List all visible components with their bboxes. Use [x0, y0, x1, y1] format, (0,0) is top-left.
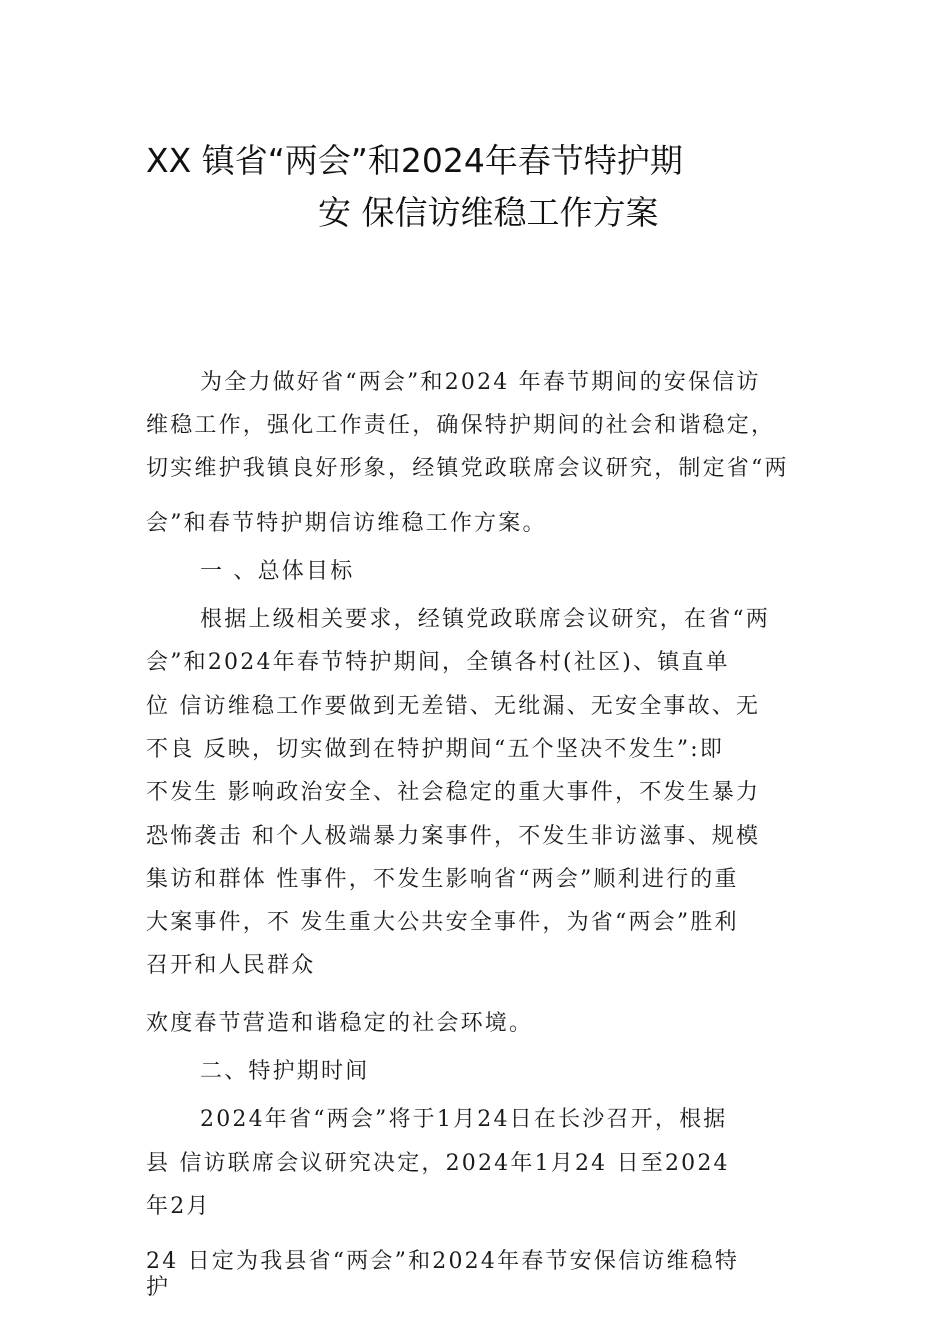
paragraph-line: 大案事件，不 发生重大公共安全事件，为省“两会”胜利: [146, 910, 739, 935]
paragraph-line: 会”和2024年春节特护期间，全镇各村(社区)、镇直单: [146, 650, 730, 675]
paragraph-line: 位 信访维稳工作要做到无差错、无纰漏、无安全事故、无: [146, 694, 761, 719]
paragraph-line: 24 日定为我县省“两会”和2024年春节安保信访维稳特: [146, 1249, 740, 1274]
paragraph-line: 为全力做好省“两会”和2024 年春节期间的安保信访: [200, 370, 761, 395]
paragraph-line: 2024年省“两会”将于1月24日在长沙召开，根据: [200, 1107, 728, 1132]
paragraph-line: 年2月: [146, 1194, 211, 1219]
paragraph-line: 根据上级相关要求，经镇党政联席会议研究，在省“两: [200, 607, 771, 632]
paragraph-line: 维稳工作，强化工作责任，确保特护期间的社会和谐稳定，: [146, 413, 776, 438]
paragraph-line: 欢度春节营造和谐稳定的社会环境。: [146, 1011, 534, 1036]
document-title-line-1: XX 镇省“两会”和2024年春节特护期: [146, 141, 683, 180]
paragraph-line: 县 信访联席会议研究决定，2024年1月24 日至2024: [146, 1151, 730, 1176]
document-title-line-2: 安 保信访维稳工作方案: [318, 193, 659, 232]
paragraph-line: 恐怖袭击 和个人极端暴力案事件，不发生非访滋事、规模: [146, 824, 761, 849]
paragraph-line: 切实维护我镇良好形象，经镇党政联席会议研究，制定省“两: [146, 456, 789, 481]
paragraph-line: 集访和群体 性事件，不发生影响省“两会”顺利进行的重: [146, 867, 739, 892]
paragraph-line: 不良 反映，切实做到在特护期间“五个坚决不发生”:即: [146, 737, 725, 762]
section-heading: 二、特护期时间: [200, 1059, 370, 1084]
paragraph-line: 不发生 影响政治安全、社会稳定的重大事件，不发生暴力: [146, 780, 761, 805]
paragraph-line: 召开和人民群众: [146, 953, 316, 978]
paragraph-line: 会”和春节特护期信访维稳工作方案。: [146, 511, 547, 536]
paragraph-line: 护: [146, 1275, 171, 1300]
section-heading: 一 、总体目标: [200, 559, 355, 584]
